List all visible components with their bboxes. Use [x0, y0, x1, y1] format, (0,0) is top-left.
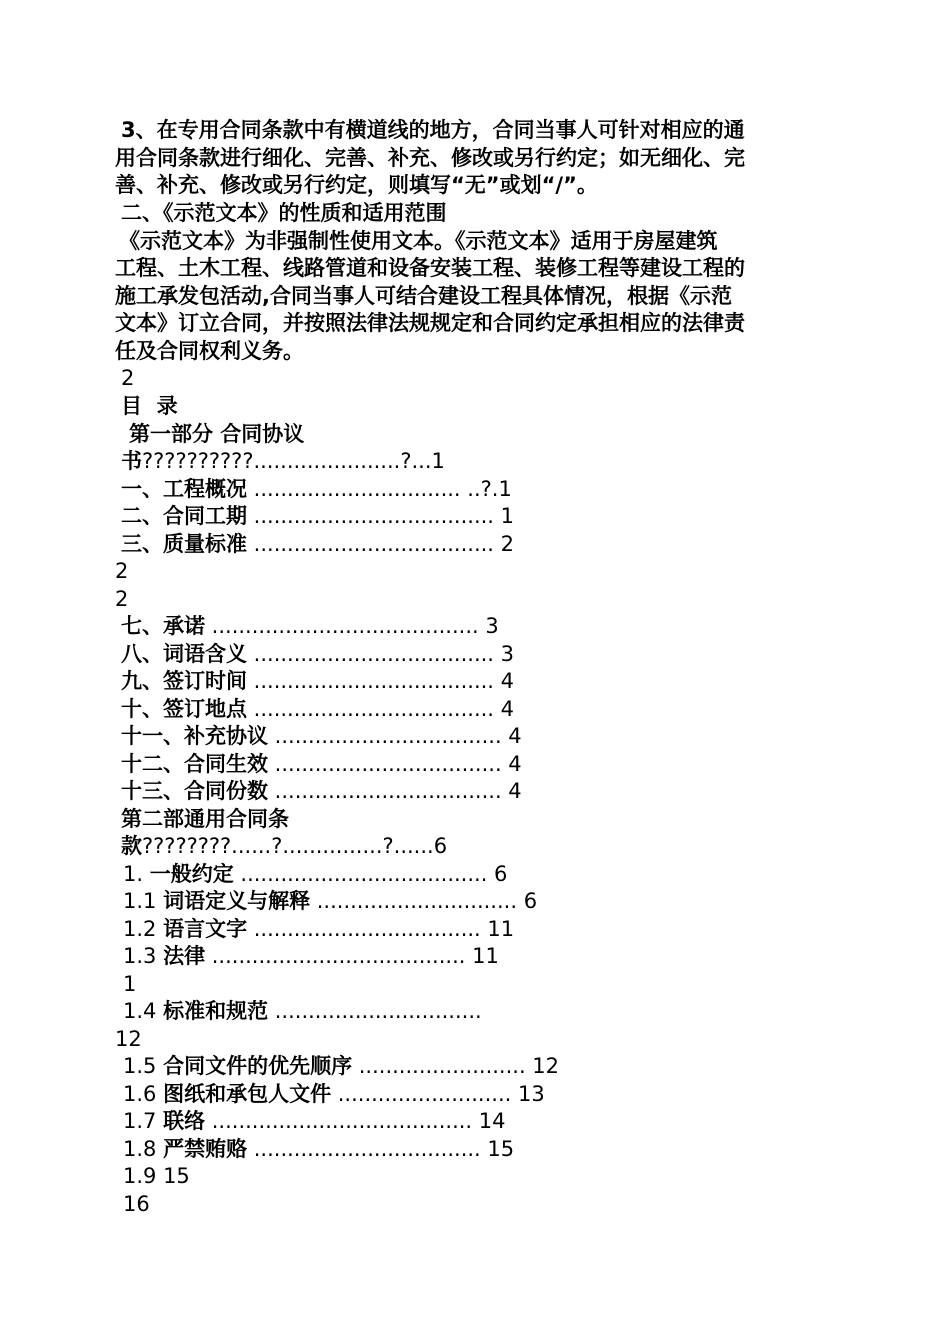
toc-entry	[121, 448, 445, 475]
toc-entry-leader: .................................. 4	[268, 724, 522, 748]
intro-paragraph-line: 文本》订立合同，并按照法律法规规定和合同约定承担相应的法律责	[115, 311, 745, 335]
toc-entry-label: 语言文字	[163, 917, 248, 941]
toc-entry	[121, 696, 514, 723]
toc-entry	[121, 751, 522, 778]
toc-entry-leader: .............................. 6	[310, 889, 538, 913]
toc-entry-number: 1.5	[123, 1054, 164, 1078]
toc-entry-leader: .................................. 4	[268, 779, 522, 803]
toc-entry	[121, 503, 514, 530]
toc-entry-label: 书	[121, 449, 142, 473]
toc-entry-leader: ????????......?...............?......6	[142, 834, 448, 858]
toc-entry-leader: .......................... 13	[331, 1082, 545, 1106]
toc-entry-label: 八、词语含义	[121, 642, 247, 666]
toc-entry-label: 九、签订时间	[121, 669, 247, 693]
toc-entry	[123, 1136, 514, 1163]
toc-entry-label: 十、签订地点	[121, 697, 247, 721]
stray-page-number: 2	[115, 587, 129, 611]
toc-entry-label: 法律	[163, 944, 206, 968]
toc-entry: 1.9 15	[123, 1164, 190, 1188]
toc-entry-leader: ............................... ..?.1	[247, 477, 512, 501]
toc-entry-leader: ..................................... 6	[233, 862, 508, 886]
intro-paragraph-line: 用合同条款进行细化、完善、补充、修改或另行约定；如无细化、完	[115, 146, 745, 170]
toc-entry-label: 七、承诺	[121, 614, 205, 638]
toc-entry-number: 1.2	[123, 917, 164, 941]
toc-entry-label: 十一、补充协议	[121, 724, 268, 748]
toc-entry	[121, 723, 522, 750]
intro-paragraph-line: 3、在专用合同条款中有横道线的地方，合同当事人可针对相应的通	[121, 118, 745, 142]
toc-entry	[121, 613, 499, 640]
toc-entry-number: 1.3	[123, 944, 164, 968]
toc-entry-leader: ........................................ 3	[205, 614, 499, 638]
toc-entry-leader: .................................. 4	[268, 752, 522, 776]
toc-entry-leader: .................................... 2	[247, 532, 515, 556]
toc-entry-leader: .................................. 11	[247, 917, 515, 941]
toc-part-heading: 第二部通用合同条	[121, 807, 289, 831]
intro-paragraph-line: 任及合同权利义务。	[115, 339, 304, 363]
toc-entry-label: 严禁贿赂	[163, 1137, 248, 1161]
toc-entry	[121, 641, 514, 668]
toc-title: 目 录	[121, 394, 178, 418]
toc-part-heading: 第一部分 合同协议	[129, 422, 305, 446]
toc-entry-label: 标准和规范	[163, 999, 269, 1023]
toc-entry-label: 一般约定	[149, 862, 234, 886]
toc-entry-label: 款	[121, 834, 142, 858]
toc-entry-label: 二、合同工期	[121, 504, 247, 528]
toc-entry-leader: .................................... 3	[247, 642, 515, 666]
toc-entry-leader: .................................... 4	[247, 669, 515, 693]
toc-entry-leader: .................................... 4	[247, 697, 515, 721]
toc-entry	[121, 531, 514, 558]
toc-entry	[123, 943, 499, 970]
intro-paragraph-line: 善、补充、修改或另行约定，则填写“无”或划“/”。	[115, 173, 598, 197]
intro-paragraph-line: 施工承发包活动,合同当事人可结合建设工程具体情况，根据《示范	[115, 284, 732, 308]
toc-entry-leader: ....................................... 14	[205, 1109, 506, 1133]
toc-entry-number: 1.1	[123, 889, 164, 913]
toc-entry-label: 十二、合同生效	[121, 752, 268, 776]
toc-entry-leader: ...............................	[268, 999, 482, 1023]
toc-entry-number: 1.8	[123, 1137, 164, 1161]
toc-entry	[123, 1108, 506, 1135]
stray-page-number: 2	[115, 559, 129, 583]
toc-entry-label: 合同文件的优先顺序	[163, 1054, 353, 1078]
toc-entry-label: 十三、合同份数	[121, 779, 268, 803]
intro-paragraph-line: 工程、土木工程、线路管道和设备安装工程、装修工程等建设工程的	[115, 256, 745, 280]
toc-entry	[121, 833, 447, 860]
intro-paragraph-line: 《示范文本》为非强制性使用文本。《示范文本》适用于房屋建筑	[119, 229, 718, 253]
toc-entry-label: 联络	[163, 1109, 206, 1133]
toc-entry-number: 1.4	[123, 999, 164, 1023]
toc-entry	[123, 888, 537, 915]
toc-entry-label: 三、质量标准	[121, 532, 247, 556]
toc-entry-leader: ??????????......................?...1	[142, 449, 445, 473]
toc-entry-label: 词语定义与解释	[163, 889, 311, 913]
stray-page-number: 1	[123, 972, 137, 996]
toc-entry	[123, 861, 507, 888]
page-number: 2	[121, 366, 135, 390]
toc-entry	[123, 1081, 545, 1108]
toc-entry	[121, 778, 522, 805]
toc-entry-leader: ...................................... 11	[205, 944, 499, 968]
stray-page-number: 16	[123, 1192, 150, 1216]
toc-entry-leader: .................................... 1	[247, 504, 515, 528]
toc-entry-leader: .................................. 15	[247, 1137, 515, 1161]
toc-entry-label: 图纸和承包人文件	[163, 1082, 332, 1106]
toc-entry	[123, 998, 482, 1025]
toc-entry	[121, 668, 514, 695]
toc-entry-number: 1.7	[123, 1109, 164, 1133]
stray-page-number: 12	[115, 1027, 142, 1051]
toc-entry-label: 一、工程概况	[121, 477, 247, 501]
section-heading: 二、《示范文本》的性质和适用范围	[121, 201, 447, 225]
toc-entry-leader: ......................... 12	[352, 1054, 560, 1078]
toc-entry	[123, 1053, 559, 1080]
toc-entry	[123, 916, 514, 943]
toc-entry	[121, 476, 512, 503]
toc-entry-number: 1.	[123, 862, 150, 886]
toc-entry-number: 1.6	[123, 1082, 164, 1106]
